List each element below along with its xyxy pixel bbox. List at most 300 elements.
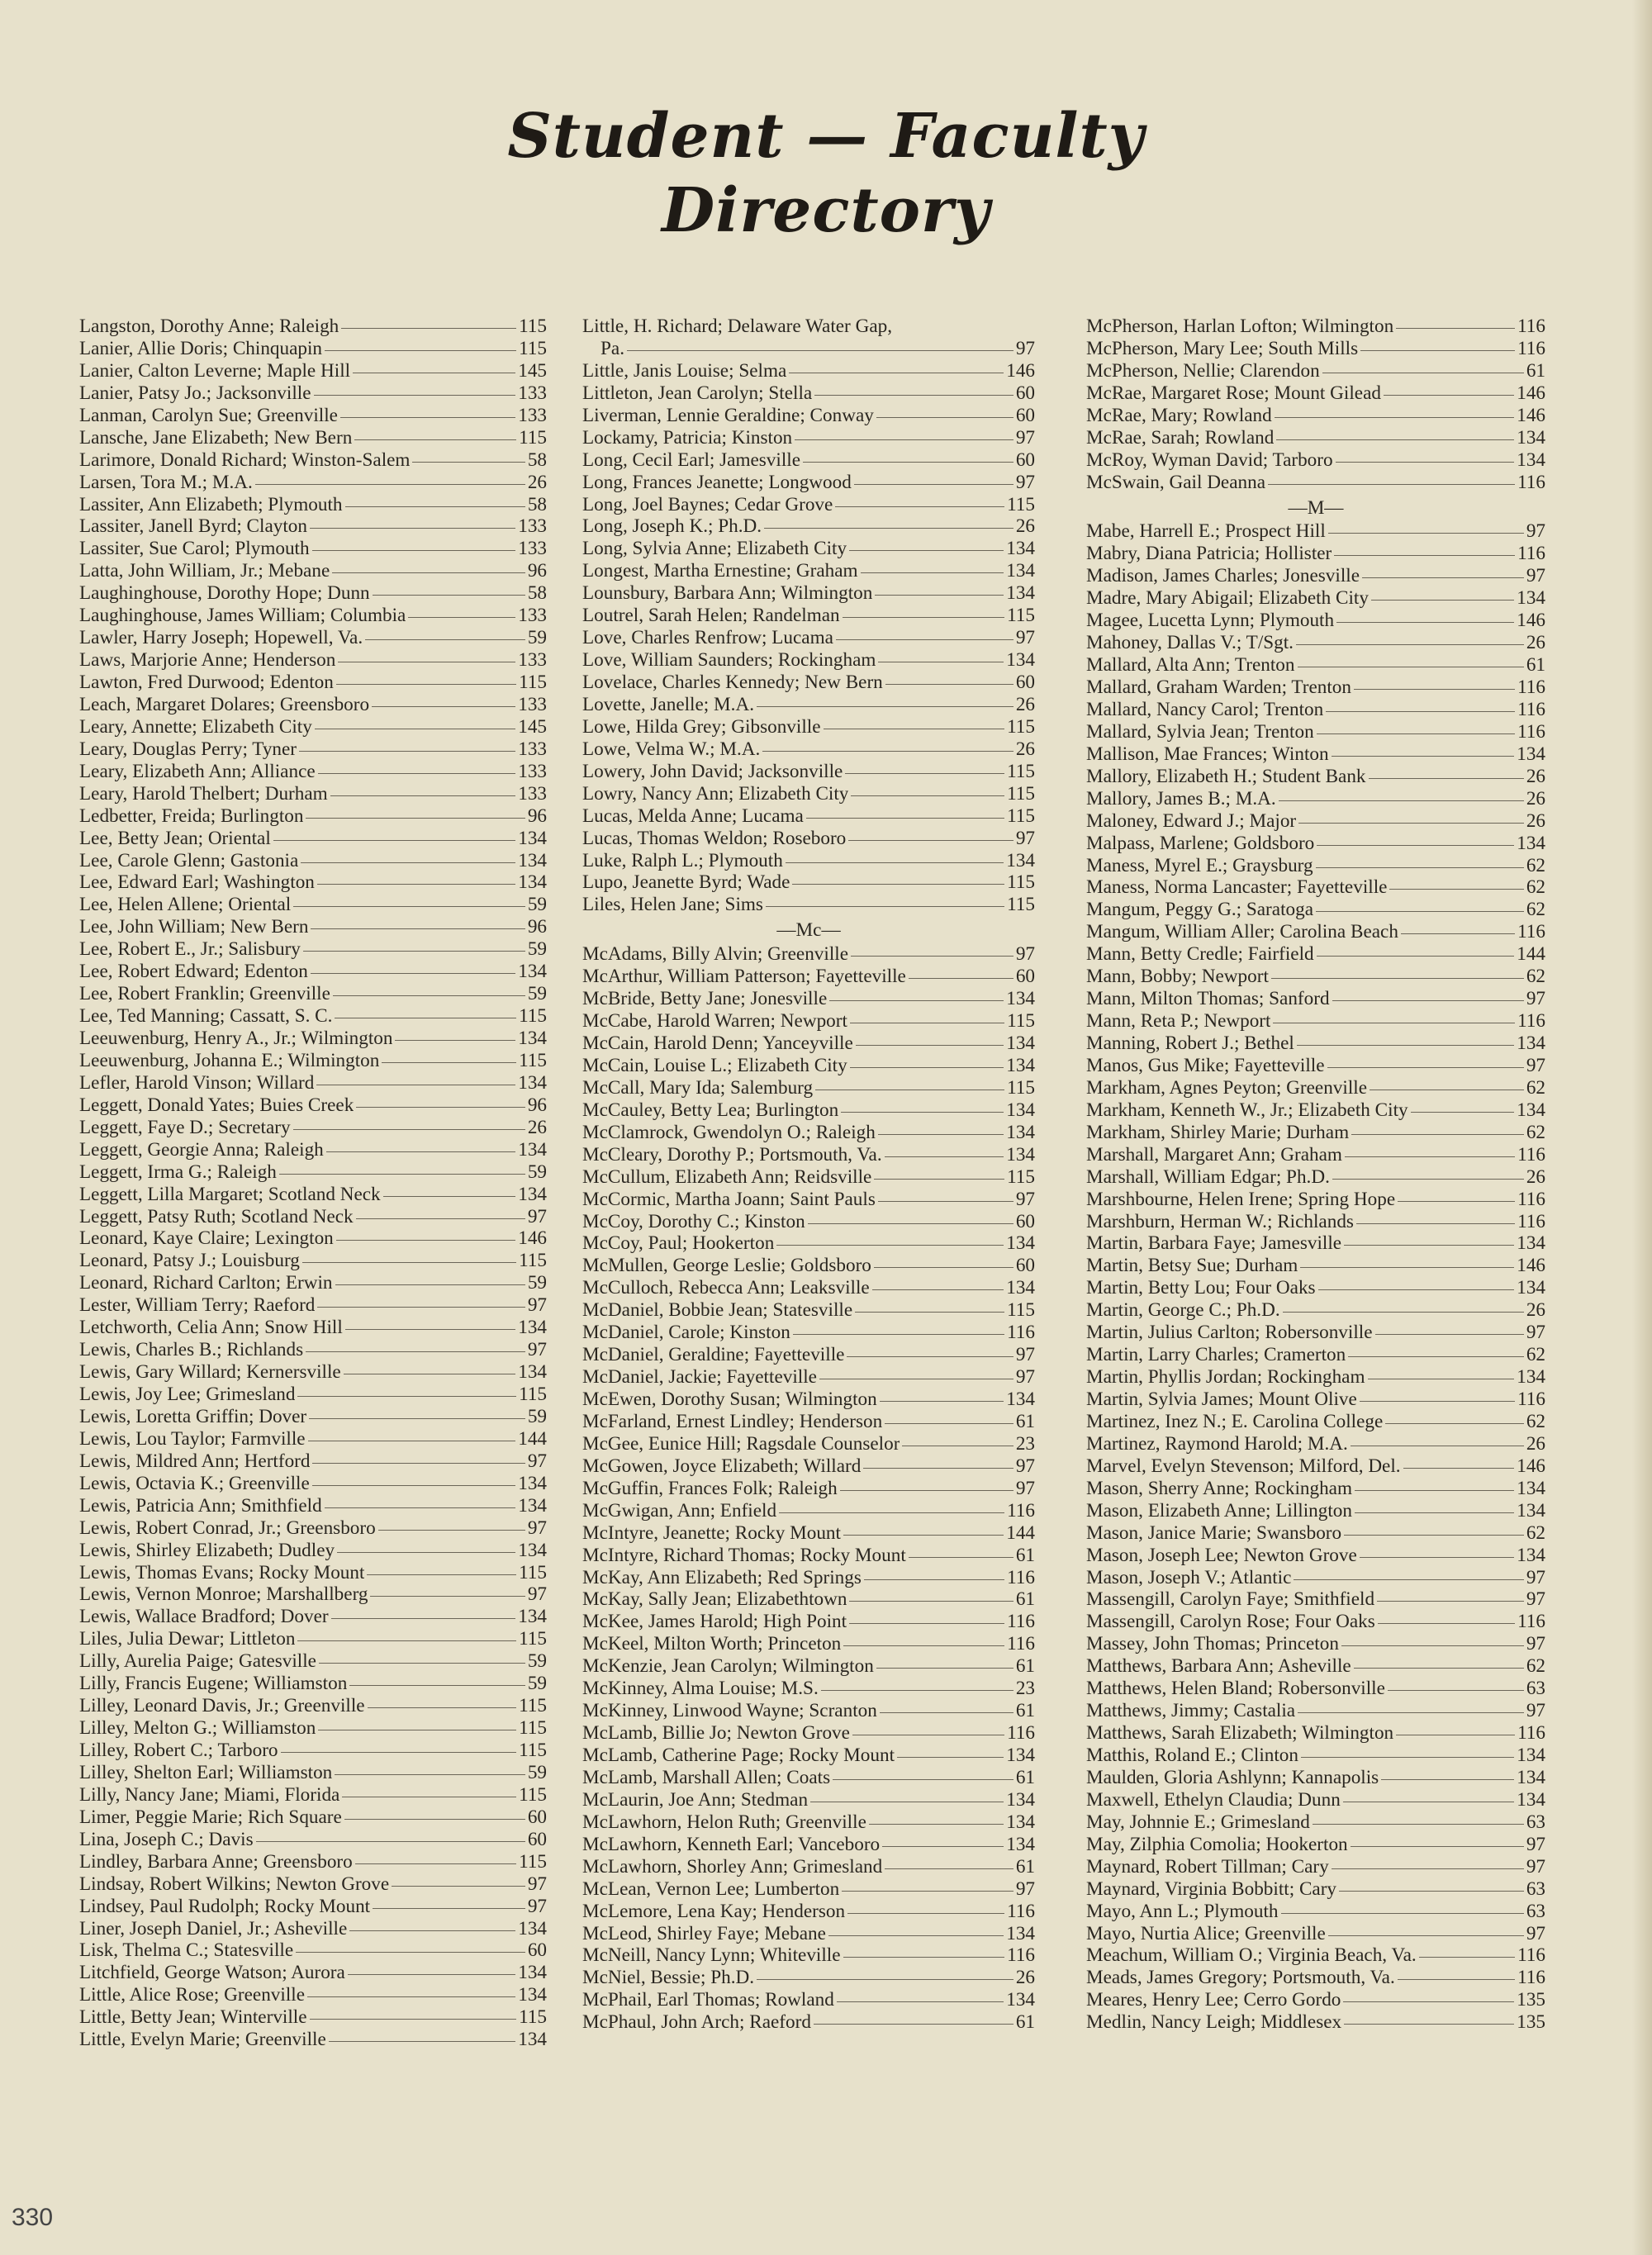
entry-page: 23	[1015, 1432, 1035, 1455]
page-edge-shadow	[1632, 0, 1652, 2255]
entry-page: 26	[1526, 632, 1545, 654]
entry-name: Lee, Ted Manning; Cassatt, S. C.	[79, 1005, 333, 1028]
entry-name: McLawhorn, Kenneth Earl; Vanceboro	[582, 1833, 881, 1855]
entry-page: 97	[1015, 337, 1035, 359]
directory-entry	[79, 1495, 547, 1517]
entry-name: McLamb, Billie Jo; Newton Grove	[582, 1722, 850, 1745]
entry-page: 134	[1006, 849, 1035, 871]
entry-name: McCauley, Betty Lea; Burlington	[582, 1099, 839, 1121]
directory-entry	[582, 538, 1035, 560]
entry-name: Mayo, Nurtia Alice; Greenville	[1086, 1922, 1326, 1944]
entry-name: Lewis, Patricia Ann; Smithfield	[79, 1494, 322, 1517]
leader-line	[317, 1307, 525, 1308]
entry-name: Lester, William Terry; Raeford	[79, 1294, 316, 1317]
leader-line	[1343, 2001, 1514, 2002]
directory-entry	[582, 966, 1035, 988]
leader-line	[392, 1886, 525, 1887]
leader-line	[833, 1779, 1014, 1780]
entry-name: Little, Alice Rose; Greenville	[79, 1984, 306, 2006]
directory-entry	[1086, 1700, 1545, 1722]
entry-name: Mason, Joseph Lee; Newton Grove	[1086, 1544, 1357, 1566]
entry-page: 116	[1007, 1633, 1035, 1655]
entry-page: 134	[1517, 1277, 1545, 1299]
leader-line	[855, 1312, 1004, 1313]
directory-entry	[79, 649, 547, 672]
leader-line	[336, 1240, 515, 1241]
directory-entry	[79, 582, 547, 605]
directory-entry	[582, 805, 1035, 828]
directory-entry	[79, 1740, 547, 1762]
entry-page: 115	[1007, 1299, 1035, 1322]
entry-page: 97	[527, 1339, 547, 1361]
entry-page: 97	[1526, 1633, 1545, 1655]
directory-entry	[582, 1077, 1035, 1099]
leader-line	[326, 1151, 515, 1152]
leader-line	[1296, 644, 1524, 645]
entry-page: 62	[1526, 1121, 1545, 1143]
entry-page: 134	[1006, 1811, 1035, 1833]
directory-entry	[79, 1028, 547, 1050]
leader-line	[1332, 1868, 1524, 1869]
leader-line	[786, 862, 1004, 863]
directory-entry	[1086, 1500, 1545, 1522]
leader-line	[344, 1819, 525, 1820]
entry-page: 116	[1007, 1322, 1035, 1344]
entry-page: 134	[518, 1183, 547, 1205]
directory-entry	[1086, 1856, 1545, 1878]
entry-page: 97	[527, 1873, 547, 1895]
directory-entry	[79, 916, 547, 938]
entry-name: Marvel, Evelyn Stevenson; Milford, Del.	[1086, 1455, 1401, 1477]
entry-page: 59	[527, 938, 547, 961]
directory-entry	[79, 1384, 547, 1406]
leader-line	[835, 506, 1004, 507]
directory-entry	[79, 427, 547, 449]
leader-line	[1334, 555, 1515, 556]
leader-line	[310, 2019, 517, 2020]
entry-page: 116	[1517, 1210, 1545, 1232]
leader-line	[297, 1396, 516, 1397]
entry-name: Lawton, Fred Durwood; Edenton	[79, 672, 334, 693]
directory-entry	[582, 783, 1035, 805]
entry-page: 115	[519, 2006, 547, 2029]
entry-name: McRae, Margaret Rose; Mount Gilead	[1086, 382, 1381, 404]
entry-page: 116	[1517, 337, 1545, 359]
entry-page: 26	[1526, 787, 1545, 809]
entry-name: McPhaul, John Arch; Raeford	[582, 2011, 811, 2034]
leader-line	[372, 706, 515, 707]
directory-entry	[1086, 855, 1545, 877]
entry-page: 23	[1015, 1678, 1035, 1700]
leader-line	[876, 1668, 1014, 1669]
leader-line	[847, 1913, 1004, 1914]
entry-page: 61	[1015, 1588, 1035, 1611]
entry-name: Littleton, Jean Carolyn; Stella	[582, 382, 813, 404]
directory-entry	[79, 538, 547, 560]
entry-page: 134	[1006, 1143, 1035, 1165]
entry-name: McMullen, George Leslie; Goldsboro	[582, 1255, 871, 1277]
entry-name: Maxwell, Ethelyn Claudia; Dunn	[1086, 1788, 1341, 1811]
entry-page: 134	[518, 2029, 547, 2051]
directory-entry	[79, 1406, 547, 1428]
entry-name: Mayo, Ann L.; Plymouth	[1086, 1900, 1279, 1922]
entry-page: 61	[1526, 359, 1545, 382]
entry-name: Loutrel, Sarah Helen; Randelman	[582, 605, 840, 627]
entry-page: 59	[527, 1673, 547, 1695]
directory-entry	[582, 716, 1035, 738]
entry-name: Lowe, Hilda Grey; Gibsonville	[582, 715, 821, 738]
leader-line	[875, 595, 1004, 596]
entry-name: Latta, John William, Jr.; Mebane	[79, 560, 330, 582]
entry-page: 115	[1007, 871, 1035, 894]
entry-page: 134	[1006, 1277, 1035, 1299]
entry-page: 97	[1015, 1878, 1035, 1900]
directory-entry	[1086, 610, 1545, 632]
directory-entry	[582, 1389, 1035, 1411]
entry-name: Lowery, John David; Jacksonville	[582, 760, 843, 782]
entry-page: 115	[1007, 1076, 1035, 1099]
entry-page: 115	[1007, 605, 1035, 627]
entry-page: 97	[1015, 426, 1035, 449]
entry-page: 116	[1517, 1611, 1545, 1633]
leader-line	[843, 1535, 1004, 1536]
entry-name: McCoy, Paul; Hookerton	[582, 1232, 775, 1255]
directory-entry	[79, 1695, 547, 1717]
entry-name: McRae, Mary; Rowland	[1086, 404, 1272, 426]
entry-name: Lanier, Allie Doris; Chinquapin	[79, 337, 323, 359]
leader-line	[1419, 1957, 1515, 1958]
directory-entry	[582, 1522, 1035, 1545]
leader-line	[1275, 417, 1514, 418]
leader-line	[1316, 867, 1524, 868]
entry-name: McPherson, Nellie; Clarendon	[1086, 359, 1320, 382]
entry-name: McCain, Harold Denn; Yanceyville	[582, 1033, 853, 1054]
entry-name: Martin, Betty Lou; Four Oaks	[1086, 1277, 1316, 1299]
leader-line	[356, 1107, 525, 1108]
entry-name: Leary, Elizabeth Ann; Alliance	[79, 760, 316, 782]
entry-name: Malpass, Marlene; Goldsboro	[1086, 832, 1315, 854]
entry-name: Lanier, Patsy Jo.; Jacksonville	[79, 382, 311, 404]
entry-name: McLamb, Catherine Page; Rocky Mount	[582, 1745, 895, 1766]
directory-entry	[582, 1633, 1035, 1655]
entry-name: Love, William Saunders; Rockingham	[582, 649, 876, 672]
directory-entry	[582, 1277, 1035, 1299]
entry-page: 116	[1007, 1944, 1035, 1967]
entry-name: McLemore, Lena Kay; Henderson	[582, 1900, 846, 1922]
entry-name: Markham, Shirley Marie; Durham	[1086, 1121, 1350, 1143]
directory-entry	[1086, 1411, 1545, 1433]
directory-entry	[1086, 1010, 1545, 1033]
entry-name: McDaniel, Bobbie Jean; Statesville	[582, 1299, 853, 1322]
entry-name: Limer, Peggie Marie; Rich Square	[79, 1806, 342, 1828]
directory-entry	[582, 871, 1035, 894]
directory-entry	[79, 1673, 547, 1695]
entry-name: Manos, Gus Mike; Fayetteville	[1086, 1054, 1325, 1076]
entry-page: 115	[519, 1384, 547, 1405]
entry-name: Maynard, Virginia Bobbitt; Cary	[1086, 1878, 1337, 1900]
entry-page: 146	[1006, 359, 1035, 382]
entry-name: Lilley, Robert C.; Tarboro	[79, 1740, 278, 1761]
entry-name: Massengill, Carolyn Faye; Smithfield	[1086, 1588, 1375, 1611]
directory-entry	[1086, 1099, 1545, 1122]
leader-line	[330, 795, 516, 796]
entry-name: Lee, Edward Earl; Washington	[79, 871, 315, 894]
entry-name: McKay, Sally Jean; Elizabethtown	[582, 1588, 847, 1611]
entry-page: 97	[1015, 1477, 1035, 1499]
entry-name: Mabe, Harrell E.; Prospect Hill	[1086, 520, 1326, 543]
entry-name: Mallard, Nancy Carol; Trenton	[1086, 698, 1324, 720]
entry-name: Long, Sylvia Anne; Elizabeth City	[582, 538, 847, 560]
leader-line	[909, 978, 1014, 979]
directory-entry	[1086, 833, 1545, 855]
entry-page: 115	[519, 1783, 547, 1806]
leader-line	[1336, 622, 1514, 623]
entry-name: Lilly, Nancy Jane; Miami, Florida	[79, 1783, 340, 1806]
directory-entry	[582, 2011, 1035, 2034]
directory-entry	[79, 1450, 547, 1473]
directory-entry	[79, 1317, 547, 1339]
entry-name: Lewis, Lou Taylor; Farmville	[79, 1427, 306, 1450]
entry-name: McGowen, Joyce Elizabeth; Willard	[582, 1455, 862, 1477]
entry-page: 116	[1007, 1900, 1035, 1922]
entry-name: Little, Betty Jean; Winterville	[79, 2006, 307, 2029]
directory-entry	[582, 1944, 1035, 1967]
leader-line	[279, 1174, 525, 1175]
directory-entry	[1086, 899, 1545, 921]
directory-entry	[582, 1989, 1035, 2011]
entry-name: McSwain, Gail Deanna	[1086, 471, 1265, 493]
leader-line	[1362, 577, 1524, 578]
entry-page: 134	[518, 1539, 547, 1561]
entry-page: 134	[1006, 988, 1035, 1010]
entry-page: 61	[1015, 1655, 1035, 1678]
directory-entry	[582, 1545, 1035, 1567]
directory-entry	[582, 828, 1035, 850]
entry-name: Lewis, Mildred Ann; Hertford	[79, 1450, 311, 1472]
entry-name: McKenzie, Jean Carolyn; Wilmington	[582, 1655, 874, 1678]
directory-entry	[582, 761, 1035, 783]
entry-name: McKee, James Harold; High Point	[582, 1611, 847, 1633]
entry-page: 134	[1006, 582, 1035, 605]
directory-entry	[79, 1094, 547, 1117]
entry-page: 134	[518, 1606, 547, 1628]
directory-entry	[1086, 1967, 1545, 1989]
entry-page: 134	[1517, 743, 1545, 765]
directory-entry	[582, 1211, 1035, 1233]
entry-page: 134	[1517, 1766, 1545, 1788]
directory-entry	[1086, 988, 1545, 1010]
entry-page: 115	[1007, 715, 1035, 738]
entry-name: Long, Cecil Earl; Jamesville	[582, 449, 801, 471]
entry-page: 63	[1526, 1811, 1545, 1833]
directory-entry	[582, 738, 1035, 761]
entry-page: 133	[518, 538, 547, 560]
entry-page: 61	[1015, 1700, 1035, 1722]
directory-entry	[1086, 1033, 1545, 1055]
entry-page: 97	[1015, 1188, 1035, 1210]
directory-entry	[582, 1478, 1035, 1500]
directory-entry	[1086, 876, 1545, 899]
entry-page: 135	[1517, 1989, 1545, 2011]
entry-name: Lee, Helen Allene; Oriental	[79, 894, 292, 916]
entry-name: Lee, Robert Franklin; Greenville	[79, 983, 330, 1005]
entry-name: Mallory, Elizabeth H.; Student Bank	[1086, 765, 1366, 787]
entry-name-line: Little, H. Richard; Delaware Water Gap,	[582, 316, 892, 337]
directory-entry	[582, 1678, 1035, 1700]
leader-line	[766, 906, 1004, 907]
entry-page: 26	[1015, 693, 1035, 715]
leader-line	[806, 818, 1004, 819]
leader-line	[1355, 1512, 1514, 1513]
directory-entry	[79, 405, 547, 427]
leader-line	[1294, 1579, 1523, 1580]
leader-line	[1398, 1201, 1515, 1202]
entry-name: Lassiter, Ann Elizabeth; Plymouth	[79, 493, 343, 515]
entry-page: 134	[1517, 1544, 1545, 1566]
entry-name: Ledbetter, Freida; Burlington	[79, 805, 304, 827]
directory-entry	[1086, 966, 1545, 988]
entry-name: Luke, Ralph L.; Plymouth	[582, 849, 783, 871]
entry-page: 97	[527, 1450, 547, 1472]
directory-entry	[1086, 654, 1545, 676]
entry-page: 59	[527, 1272, 547, 1294]
leader-line	[349, 1930, 515, 1931]
directory-entry	[1086, 1678, 1545, 1700]
entry-page: 97	[1526, 520, 1545, 543]
leader-line	[885, 684, 1014, 685]
leader-line	[317, 884, 515, 885]
leader-line	[627, 350, 1014, 351]
entry-name: Maness, Myrel E.; Graysburg	[1086, 854, 1313, 876]
leader-line	[854, 484, 1014, 485]
directory-entry	[582, 1901, 1035, 1923]
entry-name: Lindsey, Paul Rudolph; Rocky Mount	[79, 1895, 371, 1917]
entry-page: 60	[1015, 1255, 1035, 1277]
entry-name: Lefler, Harold Vinson; Willard	[79, 1071, 315, 1094]
entry-name: Marshbourne, Helen Irene; Spring Hope	[1086, 1188, 1396, 1210]
leader-line	[1354, 689, 1515, 690]
leader-line	[309, 1418, 525, 1419]
entry-page: 61	[1015, 2011, 1035, 2034]
leader-line	[395, 1040, 515, 1041]
leader-line	[803, 462, 1014, 463]
leader-line	[318, 773, 516, 774]
directory-entry	[1086, 1189, 1545, 1211]
directory-entry	[79, 2006, 547, 2029]
entry-page: 26	[1015, 515, 1035, 538]
directory-column-3	[1086, 316, 1545, 2034]
entry-name: Massengill, Carolyn Rose; Four Oaks	[1086, 1611, 1375, 1633]
entry-page: 146	[1517, 610, 1545, 632]
leader-line	[355, 1863, 516, 1864]
entry-page: 134	[1517, 587, 1545, 610]
directory-entry	[1086, 721, 1545, 743]
entry-page: 59	[527, 983, 547, 1005]
entry-name: Lilly, Aurelia Paige; Gatesville	[79, 1650, 316, 1673]
entry-name: Mann, Betty Credle; Fairfield	[1086, 943, 1314, 966]
directory-entry	[582, 894, 1035, 916]
directory-entry	[582, 1500, 1035, 1522]
directory-entry	[582, 1767, 1035, 1789]
directory-entry	[1086, 1122, 1545, 1144]
leader-line	[851, 795, 1004, 796]
entry-name: McGee, Eunice Hill; Ragsdale Counselor	[582, 1432, 900, 1455]
entry-name: Lilley, Shelton Earl; Williamston	[79, 1761, 333, 1783]
entry-name: Martin, George C.; Ph.D.	[1086, 1299, 1280, 1322]
directory-entry	[1086, 1767, 1545, 1789]
entry-name: Mann, Reta P.; Newport	[1086, 1010, 1271, 1033]
entry-page: 116	[1517, 676, 1545, 698]
entry-name: Markham, Agnes Peyton; Greenville	[1086, 1076, 1368, 1099]
entry-name: McRoy, Wyman David; Tarboro	[1086, 449, 1333, 471]
entry-name: McCullum, Elizabeth Ann; Reidsville	[582, 1165, 872, 1188]
entry-page: 60	[1015, 449, 1035, 471]
directory-entry	[1086, 1389, 1545, 1411]
entry-name: Lilley, Melton G.; Williamston	[79, 1717, 316, 1740]
directory-entry	[79, 1540, 547, 1562]
entry-name: Matthews, Sarah Elizabeth; Wilmington	[1086, 1722, 1394, 1745]
directory-entry	[79, 1473, 547, 1495]
leader-line	[311, 973, 515, 974]
directory-entry	[79, 1227, 547, 1250]
leader-line	[874, 1267, 1014, 1268]
directory-entry	[79, 1206, 547, 1228]
entry-page: 134	[518, 1138, 547, 1161]
directory-entry	[79, 1606, 547, 1628]
entry-page: 97	[1015, 1366, 1035, 1389]
entry-name: Meads, James Gregory; Portsmouth, Va.	[1086, 1967, 1395, 1989]
entry-page: 97	[1526, 1922, 1545, 1944]
entry-page: 116	[1517, 1944, 1545, 1967]
entry-page: 134	[1517, 832, 1545, 854]
leader-line	[779, 1512, 1004, 1513]
entry-page: 97	[527, 1294, 547, 1317]
entry-name: Lawler, Harry Joseph; Hopewell, Va.	[79, 627, 363, 649]
entry-page: 134	[518, 1917, 547, 1939]
directory-entry	[1086, 449, 1545, 472]
directory-entry	[79, 494, 547, 516]
entry-name: Mallison, Mae Frances; Winton	[1086, 743, 1329, 765]
directory-entry	[582, 988, 1035, 1010]
entry-name: Matthis, Roland E.; Clinton	[1086, 1745, 1298, 1766]
entry-page: 97	[1015, 827, 1035, 849]
entry-name: Lilly, Francis Eugene; Williamston	[79, 1673, 348, 1695]
directory-entry	[582, 1144, 1035, 1166]
directory-entry	[1086, 1344, 1545, 1366]
leader-line	[373, 1908, 525, 1909]
entry-page: 115	[519, 1049, 547, 1071]
directory-entry	[582, 1166, 1035, 1189]
entry-name: Letchworth, Celia Ann; Snow Hill	[79, 1317, 343, 1339]
entry-page: 116	[1517, 698, 1545, 720]
entry-name: Lee, Robert E., Jr.; Salisbury	[79, 938, 301, 961]
entry-page: 58	[527, 449, 547, 471]
entry-name: Marshall, William Edgar; Ph.D.	[1086, 1165, 1330, 1188]
leader-line	[1381, 1779, 1514, 1780]
directory-entry	[79, 472, 547, 494]
entry-page: 97	[527, 1205, 547, 1227]
entry-name: Leonard, Richard Carlton; Erwin	[79, 1272, 333, 1294]
directory-entry	[1086, 1545, 1545, 1567]
entry-page: 115	[1007, 805, 1035, 827]
directory-entry	[582, 1344, 1035, 1366]
directory-entry	[582, 1588, 1035, 1611]
entry-name: Leggett, Irma G.; Raleigh	[79, 1161, 277, 1183]
entry-page: 146	[1517, 1255, 1545, 1277]
directory-entry	[1086, 1722, 1545, 1745]
entry-page: 146	[1517, 382, 1545, 404]
leader-line	[1327, 1067, 1524, 1068]
